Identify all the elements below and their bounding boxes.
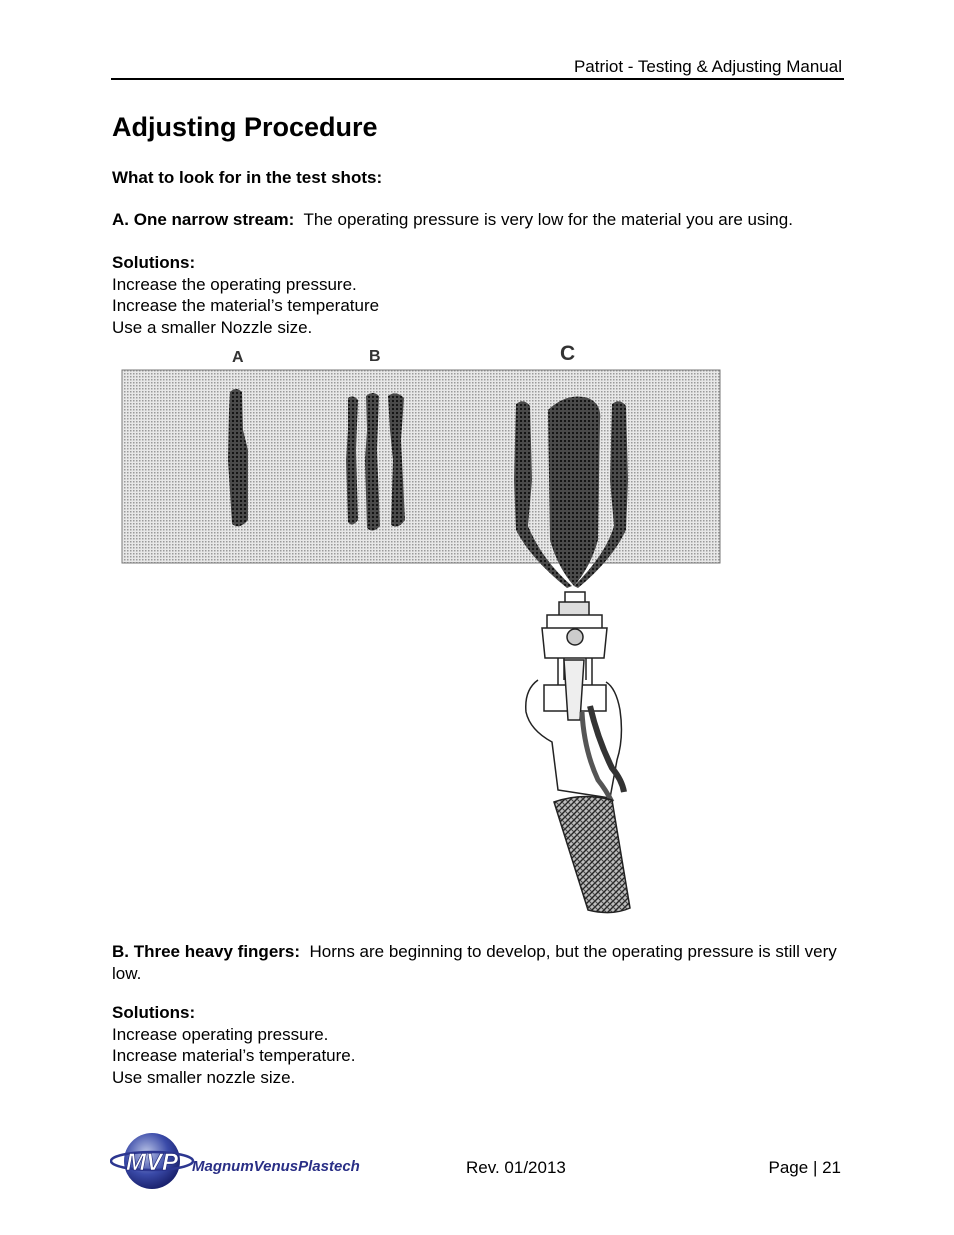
logo-mark: MVP	[125, 1149, 179, 1176]
revision-label: Rev. 01/2013	[466, 1158, 566, 1177]
section-a-label: A. One narrow stream:	[112, 210, 295, 229]
page-title: Adjusting Procedure	[112, 112, 378, 142]
header-rule	[111, 78, 844, 80]
solution-item: Increase material’s temperature.	[112, 1046, 356, 1065]
header-title: Patriot - Testing & Adjusting Manual	[573, 57, 842, 76]
solution-item: Increase operating pressure.	[112, 1024, 329, 1044]
solutions-label: Solutions:	[112, 1003, 196, 1022]
section-b-text: Horns are beginning to develop, but the operating pressure is still very low.	[112, 942, 837, 983]
solution-item: Increase the operating pressure.	[112, 274, 357, 294]
logo-wordmark: MagnumVenusPlastech	[192, 1158, 360, 1175]
section-b-label: B. Three heavy fingers:	[112, 942, 301, 961]
solution-item: Increase the material’s temperature	[112, 296, 380, 315]
spray-pattern-figure	[112, 340, 737, 920]
company-logo	[110, 1128, 400, 1193]
section-b-paragraph	[112, 941, 852, 984]
figure-label-a: A	[232, 349, 244, 366]
intro-label: What to look for in the test shots:	[112, 168, 383, 187]
solution-item: Use smaller nozzle size.	[112, 1067, 296, 1087]
solution-item: Use a smaller Nozzle size.	[112, 317, 313, 337]
section-a-text: The operating pressure is very low for the material you are using.	[303, 210, 793, 229]
section-a-solutions	[112, 252, 872, 338]
solutions-label: Solutions:	[112, 253, 196, 272]
test-panel	[122, 370, 720, 563]
figure-label-c: C	[560, 342, 576, 365]
section-b-solutions	[112, 1002, 872, 1088]
spray-gun-illustration	[526, 592, 630, 913]
hose-sleeve	[554, 796, 630, 912]
section-a-paragraph	[112, 209, 872, 231]
page-number: Page | 21	[768, 1158, 841, 1177]
figure-label-b: B	[369, 348, 381, 365]
